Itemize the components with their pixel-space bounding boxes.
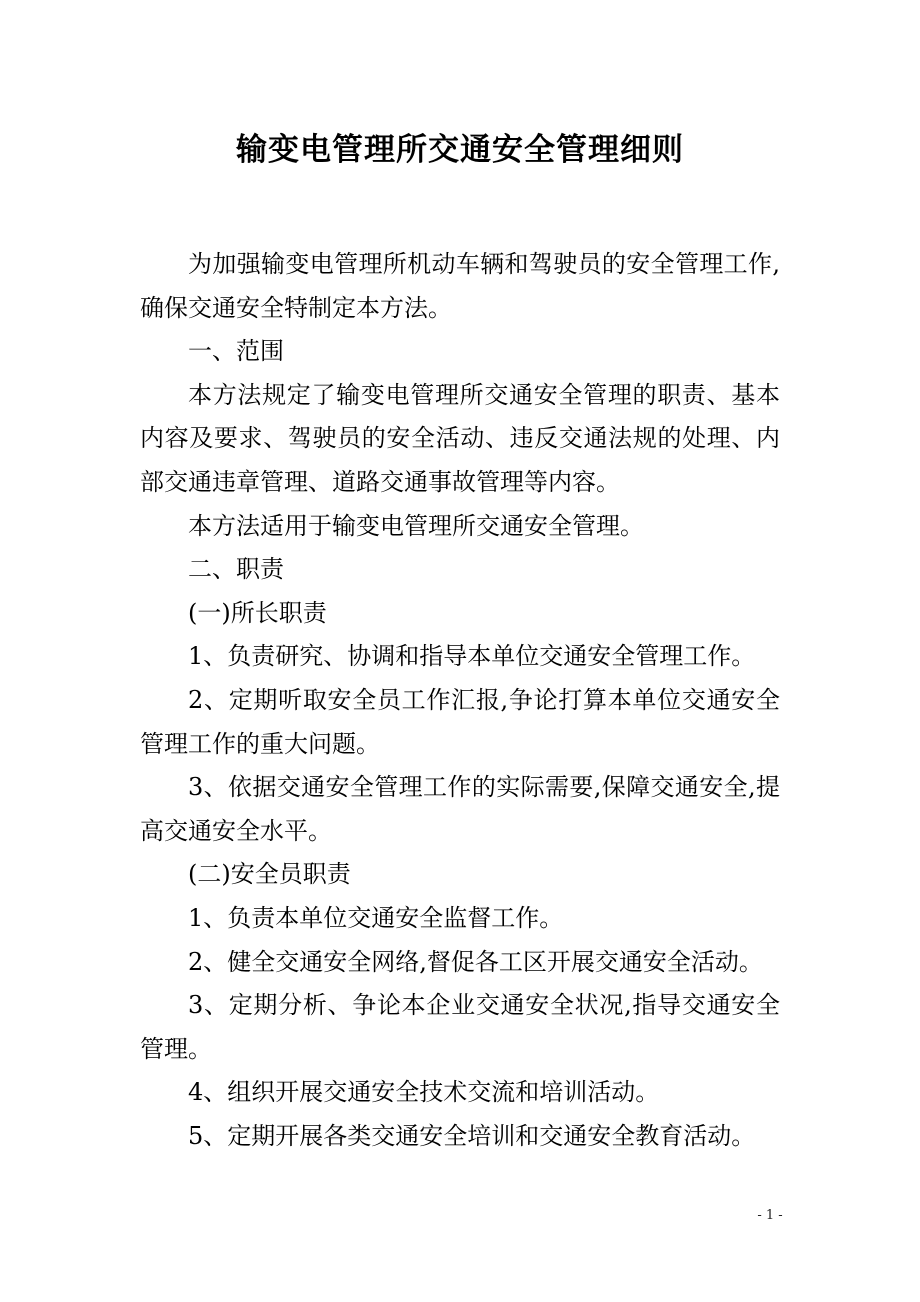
safety-officer-duty-item: 3、定期分析、争论本企业交通安全状况,指导交通安全管理。 (140, 991, 780, 1063)
director-duty-item: 1、负责研究、协调和指导本单位交通安全管理工作。 (188, 642, 756, 671)
subheading-safety-officer-duties: (二)安全员职责 (188, 860, 351, 889)
document-title: 输变电管理所交通安全管理细则 (236, 132, 684, 168)
section-heading-duties: 二、职责 (188, 555, 284, 584)
applicability-paragraph: 本方法适用于输变电管理所交通安全管理。 (188, 511, 644, 540)
safety-officer-duty-item: 1、负责本单位交通安全监督工作。 (188, 903, 564, 932)
safety-officer-duty-item: 4、组织开展交通安全技术交流和培训活动。 (188, 1078, 660, 1107)
safety-officer-duty-item: 2、健全交通安全网络,督促各工区开展交通安全活动。 (188, 947, 763, 976)
safety-officer-duty-item: 5、定期开展各类交通安全培训和交通安全教育活动。 (188, 1121, 756, 1150)
document-body (140, 243, 780, 1158)
director-duty-item: 3、依据交通安全管理工作的实际需要,保障交通安全,提高交通安全水平。 (140, 773, 780, 845)
scope-paragraph: 本方法规定了输变电管理所交通安全管理的职责、基本内容及要求、驾驶员的安全活动、违反交通法规的处理、内部交通违章管理、道路交通事故管理等内容。 (140, 380, 780, 496)
intro-paragraph: 为加强输变电管理所机动车辆和驾驶员的安全管理工作,确保交通安全特制定本方法。 (140, 250, 780, 322)
section-heading-scope: 一、范围 (188, 337, 284, 366)
subheading-director-duties: (一)所长职责 (188, 598, 327, 627)
page-number: - 1 - (757, 1208, 783, 1223)
director-duty-item: 2、定期听取安全员工作汇报,争论打算本单位交通安全管理工作的重大问题。 (140, 685, 780, 758)
